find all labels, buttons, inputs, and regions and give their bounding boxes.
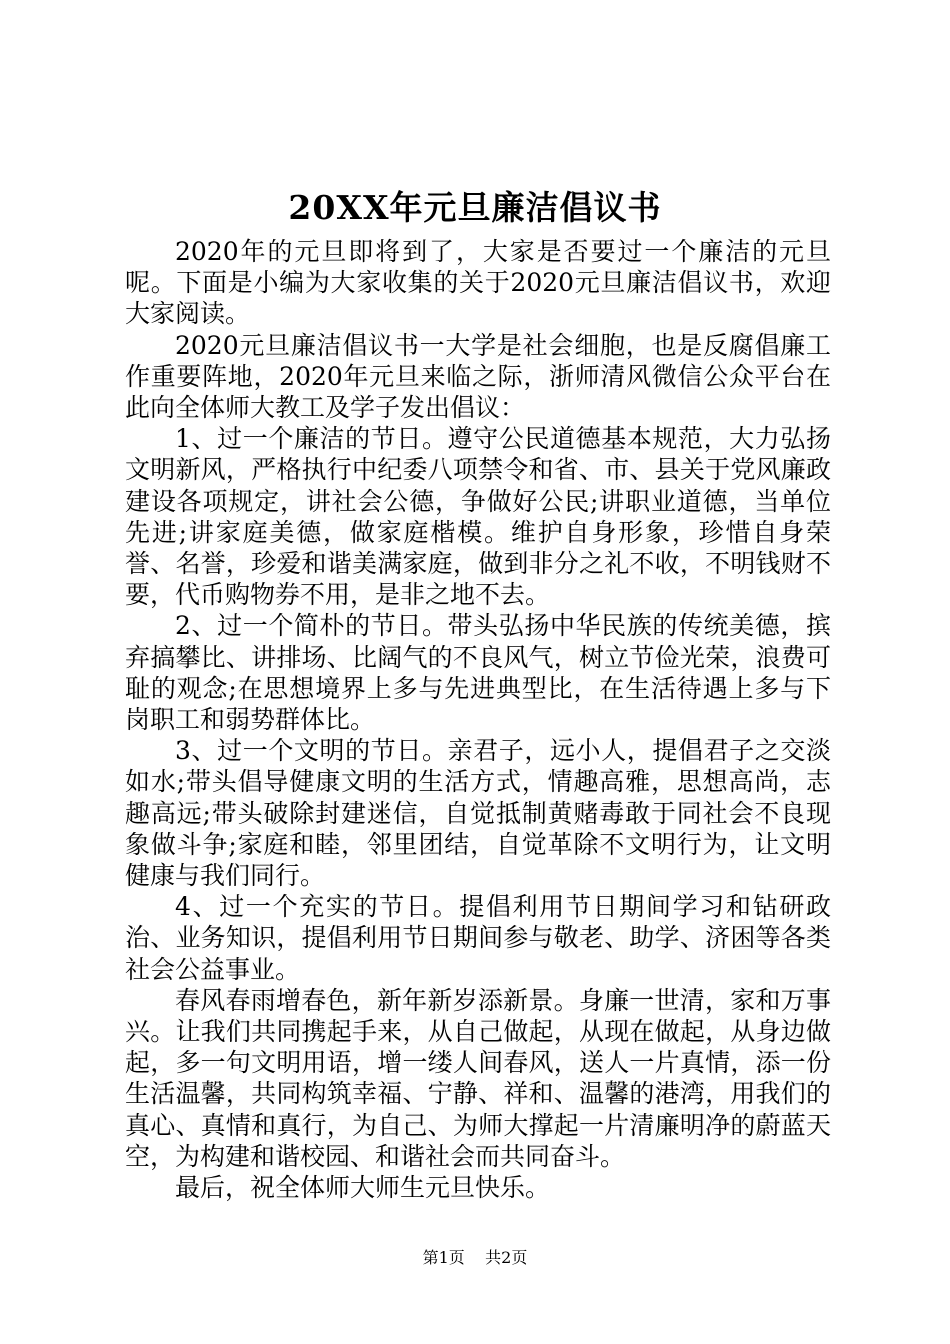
page-spacer [470,1248,480,1267]
paragraph-item-3: 3、过一个文明的节日。亲君子，远小人，提倡君子之交淡如水;带头倡导健康文明的生活方式，情趣高雅，思想高尚，志趣高远;带头破除封建迷信，自觉抵制黄赌毒敢于同社会不良现象做斗争;家庭和睦，邻里团结，自觉革除不文明行为，让文明健康与我们同行。 [125,736,831,891]
document-body [125,236,831,1203]
paragraph-item-2: 2、过一个简朴的节日。带头弘扬中华民族的传统美德，摈弃搞攀比、讲排场、比阔气的不良风气，树立节俭光荣，浪费可耻的观念;在思想境界上多与先进典型比，在生活待遇上多与下岗职工和弱势群体比。 [125,611,831,735]
paragraph-closing: 春风春雨增春色，新年新岁添新景。身廉一世清，家和万事兴。让我们共同携起手来，从自己做起，从现在做起，从身边做起，多一句文明用语，增一缕人间春风，送人一片真情，添一份生活温馨，共同构筑幸福、宁静、祥和、温馨的港湾，用我们的真心、真情和真行，为自己、为师大撑起一片清廉明净的蔚蓝天空，为构建和谐校园、和谐社会而共同奋斗。 [125,985,831,1171]
paragraph-intro: 2020年的元旦即将到了，大家是否要过一个廉洁的元旦呢。下面是小编为大家收集的关于2020元旦廉洁倡议书，欢迎大家阅读。 [125,237,831,329]
paragraph-item-4: 4、过一个充实的节日。提倡利用节日期间学习和钻研政治、业务知识，提倡利用节日期间参与敬老、助学、济困等各类社会公益事业。 [125,892,831,984]
page-total: 共2页 [485,1248,528,1267]
paragraph-wishes: 最后，祝全体师大师生元旦快乐。 [175,1173,551,1203]
paragraph-item-1: 1、过一个廉洁的节日。遵守公民道德基本规范，大力弘扬文明新风，严格执行中纪委八项禁令和省、市、县关于党风廉政建设各项规定，讲社会公德，争做好公民;讲职业道德，当单位先进;讲家庭美德，做家庭楷模。维护自身形象，珍惜自身荣誉、名誉，珍爱和谐美满家庭，做到非分之礼不收，不明钱财不要，代币购物券不用，是非之地不去。 [125,424,831,610]
document-title: 20XX年元旦廉洁倡议书 [288,188,662,227]
page-number: 第1页 [422,1248,465,1267]
page-footer [0,1247,950,1269]
paragraph-proposal-lead: 2020元旦廉洁倡议书一大学是社会细胞，也是反腐倡廉工作重要阵地，2020年元旦来临之际，浙师清风微信公众平台在此向全体师大教工及学子发出倡议： [125,330,831,423]
